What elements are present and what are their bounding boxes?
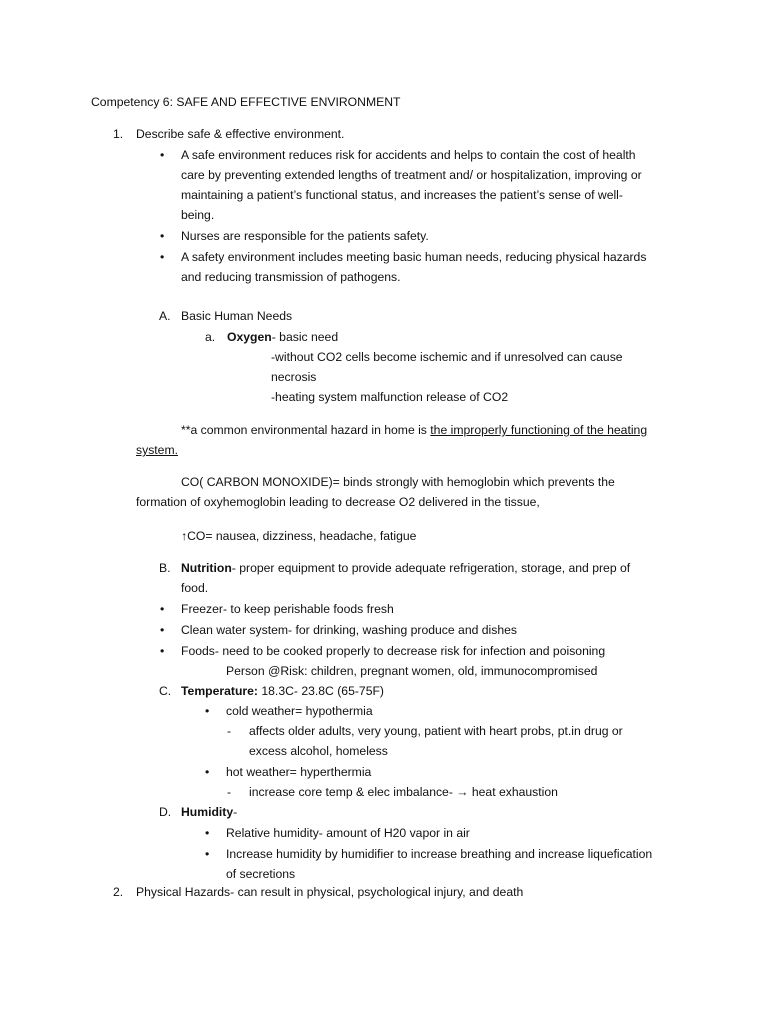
item-a-marker: a.	[205, 330, 216, 344]
humidity-text: -	[233, 805, 238, 819]
oxygen-text: - basic need	[271, 330, 339, 344]
humidity-label: Humidity	[181, 805, 234, 819]
cold-detail-line: excess alcohol, homeless	[249, 744, 388, 758]
temperature-text: 18.3C- 23.8C (65-75F)	[257, 684, 384, 698]
subsection-c-marker: C.	[159, 684, 172, 698]
cold-weather-line: cold weather= hypothermia	[226, 704, 373, 718]
hazard-note-underlined: the improperly functioning of the heating	[430, 423, 648, 437]
humidity-line	[181, 802, 237, 822]
co-definition-line: formation of oxyhemoglobin leading to decrease O2 delivered in the tissue,	[136, 495, 540, 509]
subsection-b-marker: B.	[159, 561, 171, 575]
humidity-bullet: Relative humidity- amount of H20 vapor in air	[226, 826, 470, 840]
paragraph-line: Nurses are responsible for the patients safety.	[181, 229, 429, 243]
bullet-icon: •	[205, 704, 210, 718]
hot-detail-line: increase core temp & elec imbalance- → heat exhaustion	[249, 785, 558, 799]
risk-group-line: Person @Risk: children, pregnant women, old, immunocompromised	[226, 664, 598, 678]
oxygen-label: Oxygen	[227, 330, 272, 344]
hazard-note-underlined: system.	[136, 443, 178, 457]
section-2-number: 2.	[113, 885, 124, 899]
bullet-icon: •	[160, 623, 165, 637]
co-symptoms-line: ↑CO= nausea, dizziness, headache, fatigue	[181, 529, 417, 543]
detail-line: -heating system malfunction release of CO2	[271, 390, 509, 404]
hazard-note-prefix: **a common environmental hazard in home is	[181, 423, 431, 437]
cold-detail-line: affects older adults, very young, patient with heart probs, pt.in drug or	[249, 724, 623, 738]
document-title: Competency 6: SAFE AND EFFECTIVE ENVIRONMENT	[91, 95, 401, 109]
section-1-number: 1.	[113, 127, 124, 141]
bullet-icon: •	[205, 765, 210, 779]
nutrition-bullet: Foods- need to be cooked properly to decrease risk for infection and poisoning	[181, 644, 606, 658]
nutrition-line	[181, 558, 630, 578]
bullet-icon: •	[205, 847, 210, 861]
dash-icon: -	[227, 785, 232, 799]
detail-line: -without CO2 cells become ischemic and if unresolved can cause	[271, 350, 623, 364]
section-2-heading: Physical Hazards- can result in physical, psychological injury, and death	[136, 885, 524, 899]
paragraph-line: being.	[181, 208, 215, 222]
temperature-label: Temperature:	[181, 684, 258, 698]
co-definition-line: CO( CARBON MONOXIDE)= binds strongly with hemoglobin which prevents the	[181, 475, 615, 489]
subsection-a-heading: Basic Human Needs	[181, 309, 293, 323]
bullet-icon: •	[160, 602, 165, 616]
nutrition-label: Nutrition	[181, 561, 232, 575]
oxygen-line	[227, 327, 338, 347]
bullet-icon: •	[160, 148, 165, 162]
bullet-icon: •	[160, 644, 165, 658]
humidity-bullet: Increase humidity by humidifier to increase breathing and increase liquefication	[226, 847, 653, 861]
detail-line: necrosis	[271, 370, 317, 384]
nutrition-line-cont: food.	[181, 581, 209, 595]
paragraph-line: A safe environment reduces risk for accidents and helps to contain the cost of health	[181, 148, 636, 162]
dash-icon: -	[227, 724, 232, 738]
subsection-d-marker: D.	[159, 805, 172, 819]
hazard-note	[181, 420, 647, 440]
bullet-icon: •	[205, 826, 210, 840]
humidity-bullet-cont: of secretions	[226, 867, 296, 881]
paragraph-line: and reducing transmission of pathogens.	[181, 270, 401, 284]
paragraph-line: care by preventing extended lengths of treatment and/ or hospitalization, improving or	[181, 168, 642, 182]
nutrition-text: - proper equipment to provide adequate refrigeration, storage, and prep of	[231, 561, 631, 575]
subsection-a-marker: A.	[159, 309, 171, 323]
bullet-icon: •	[160, 250, 165, 264]
nutrition-bullet: Clean water system- for drinking, washing produce and dishes	[181, 623, 518, 637]
paragraph-line: maintaining a patient’s functional status, and increases the patient’s sense of well-	[181, 188, 623, 202]
nutrition-bullet: Freezer- to keep perishable foods fresh	[181, 602, 394, 616]
paragraph-line: A safety environment includes meeting basic human needs, reducing physical hazards	[181, 250, 647, 264]
section-1-heading: Describe safe & effective environment.	[136, 127, 345, 141]
bullet-icon: •	[160, 229, 165, 243]
temperature-line	[181, 681, 384, 701]
hot-weather-line: hot weather= hyperthermia	[226, 765, 372, 779]
